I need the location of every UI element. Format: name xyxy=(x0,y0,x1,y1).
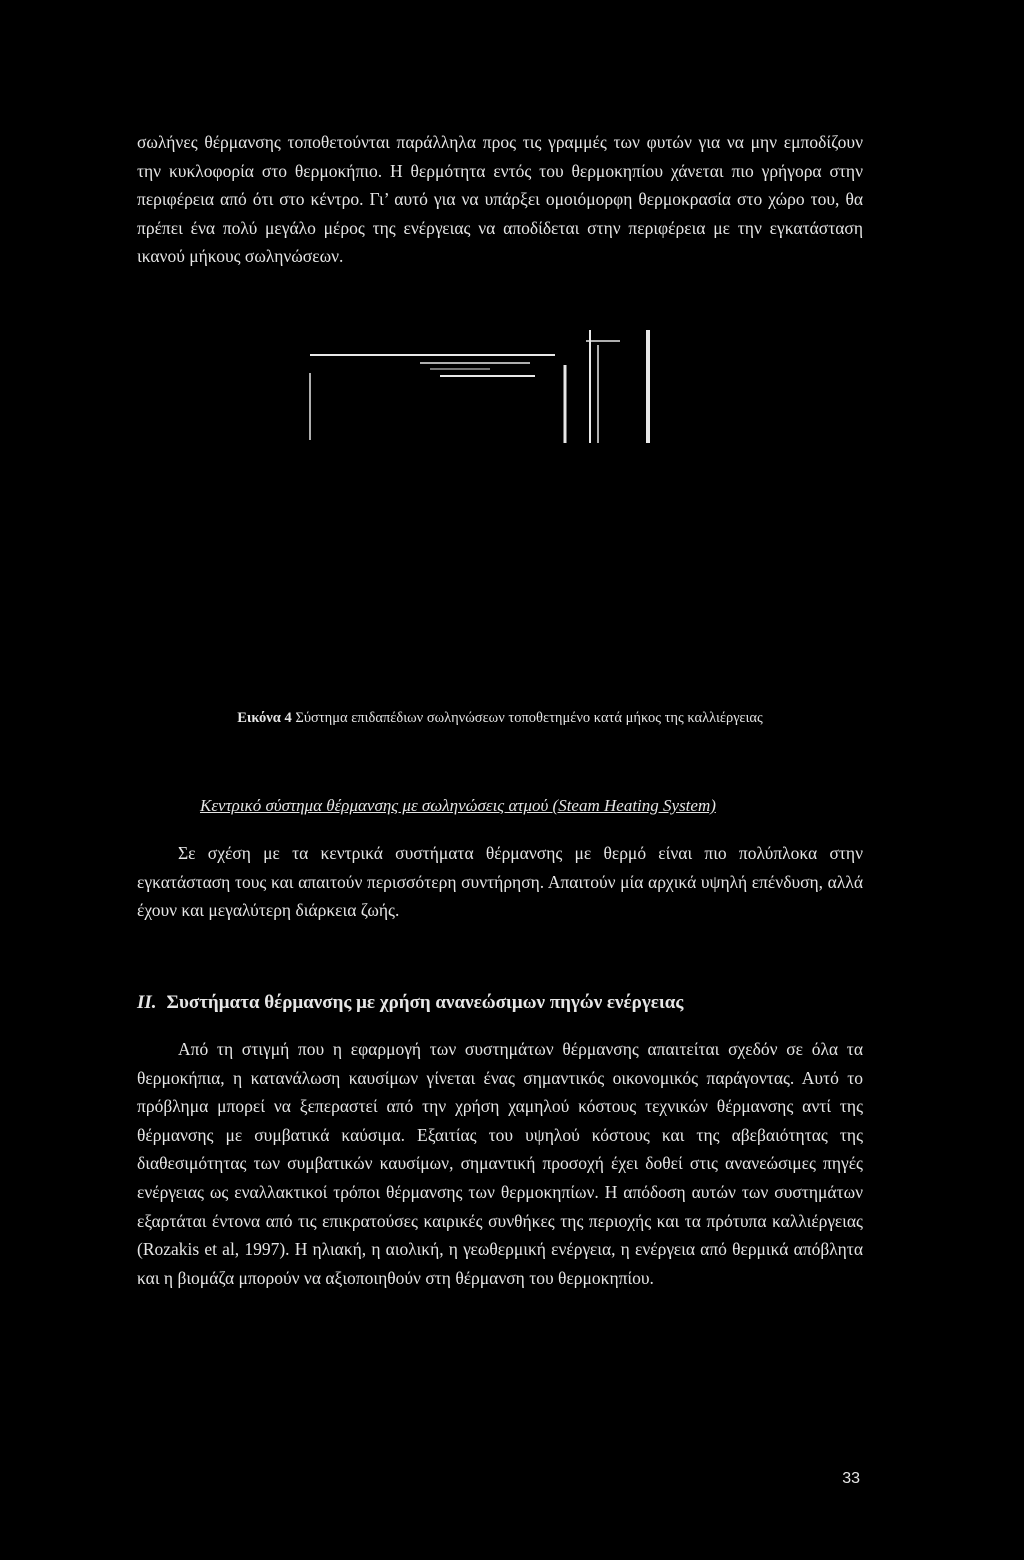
renewable-paragraph: Από τη στιγμή που η εφαρμογή των συστημάτων θέρμανσης απαιτείται σχεδόν σε όλα τα θερμοκήπια, η κατανάλωση καυσίμων γίνεται ένας σημαντικός οικονομικός παράγοντας. Αυτό το πρόβλημα μπορεί να ξεπεραστεί από την χρήση χαμηλού κόστους τεχνικών θέρμανσης αντί της θέρμανσης με συμβατικά καύσιμα. Εξαιτίας του υψηλού κόστους και της αβεβαιότητας της διαθεσιμότητας των συμβατικών καυσίμων, σημαντική προσοχή έχει δοθεί στις ανανεώσιμες πηγές ενέργειας ως εναλλακτικοί τρόποι θέρμανσης των θερμοκηπίων. Η απόδοση αυτών των συστημάτων εξαρτάται έντονα από τις επικρατούσες καιρικές συνθήκες της περιοχής και τα πρότυπα καλλιέργειας (Rozakis et al, 1997). Η ηλιακή, η αιολική, η γεωθερμική ενέργεια, η ενέργεια από θερμικά απόβλητα και η βιομάζα μπορούν να αξιοποιηθούν στη θέρμανση του θερμοκηπίου. xyxy=(137,1039,863,1288)
renewable-section-heading xyxy=(137,992,683,1014)
section-number: II. xyxy=(137,992,157,1013)
figure-caption-label: Εικόνα 4 xyxy=(237,710,292,726)
intro-paragraph: σωλήνες θέρμανσης τοποθετούνται παράλληλα προς τις γραμμές των φυτών για να μην εμποδίζουν την κυκλοφορία στο θερμοκήπιο. Η θερμότητα εντός του θερμοκηπίου χάνεται πιο γρήγορα στην περιφέρεια από ότι στο κέντρο. Γι’ αυτό για να υπάρξει ομοιόμορφη θερμοκρασία στο χώρο του, θα πρέπει ένα πολύ μεγάλο μέρος της ενέργειας να αποδίδεται στην περιφέρεια με την εγκατάσταση ικανού μήκους σωληνώσεων. xyxy=(137,132,863,267)
page-number: 33 xyxy=(842,1470,860,1487)
steam-heating-heading: Κεντρικό σύστημα θέρμανσης με σωληνώσεις ατμού (Steam Heating System) xyxy=(200,796,716,815)
section-title: Συστήματα θέρμανσης με χρήση ανανεώσιμων πηγών ενέργειας xyxy=(166,992,684,1013)
figure-caption xyxy=(137,710,863,727)
figure-caption-text: Σύστημα επιδαπέδιων σωληνώσεων τοποθετημένο κατά μήκος της καλλιέργειας xyxy=(295,710,763,726)
steam-heating-paragraph: Σε σχέση με τα κεντρικά συστήματα θέρμανσης με θερμό είναι πιο πολύπλοκα στην εγκατάσταση τους και απαιτούν περισσότερη συντήρηση. Απαιτούν μία αρχικά υψηλή επένδυση, αλλά έχουν και μεγαλύτερη διάρκεια ζωής. xyxy=(137,843,863,921)
figure-pipe-system-image xyxy=(290,325,670,450)
